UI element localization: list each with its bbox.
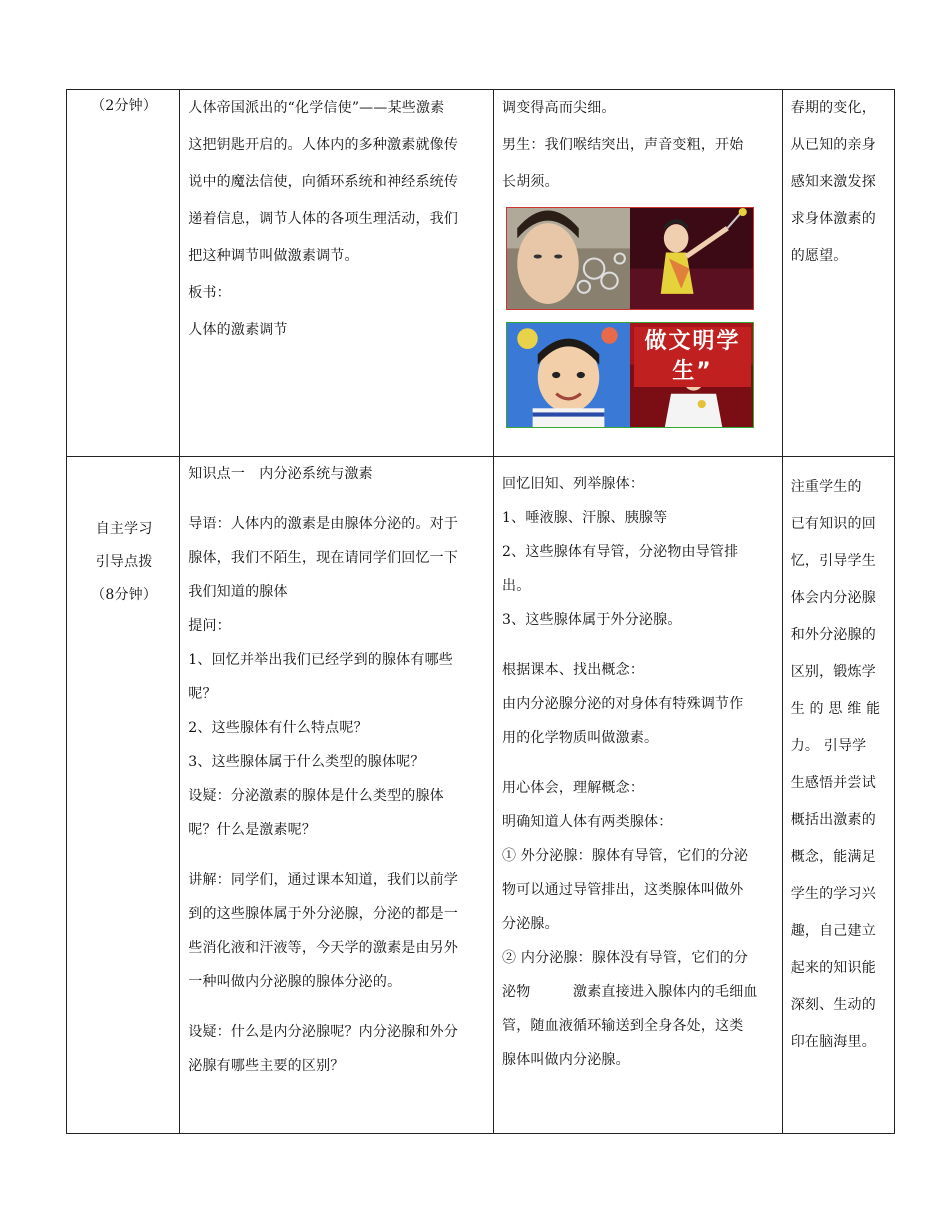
teacher-activity-cell xyxy=(180,90,494,457)
text-line: 概念，能满足 xyxy=(790,849,876,865)
text-line: 起来的知识能 xyxy=(790,960,876,976)
text-line: 深刻、生动的 xyxy=(790,997,876,1013)
text-line: 人体的激素调节 xyxy=(188,322,288,338)
text-line: 明确知道人体有两类腺体： xyxy=(502,814,673,830)
lesson-plan-table xyxy=(66,89,895,1134)
stage-time: （2分钟） xyxy=(91,98,158,114)
gymnast-photo xyxy=(630,208,753,309)
athlete-banner-photo xyxy=(630,323,753,427)
text-line: 管，随血液循环输送到全身各处，这类 xyxy=(502,1018,744,1034)
text-line: 印在脑海里。 xyxy=(790,1034,876,1050)
text-line: ② 内分泌腺：腺体没有导管，它们的分 xyxy=(502,950,749,966)
text-line: 出。 xyxy=(502,578,531,594)
text-line: 把这种调节叫做激素调节。 xyxy=(188,248,359,264)
text-line: 学生的学习兴 xyxy=(790,886,876,902)
text-line: 提问： xyxy=(188,618,231,634)
text-line: 调变得高而尖细。 xyxy=(502,100,616,116)
stage-cell xyxy=(67,90,180,457)
text-line: 从已知的亲身 xyxy=(790,137,876,153)
text-line: 板书： xyxy=(188,285,231,301)
text-line: 生 的 思 维 能 xyxy=(790,701,881,717)
table-row xyxy=(67,457,895,1134)
photo-strip-bottom xyxy=(506,322,754,428)
text-line: 讲解：同学们，通过课本知道，我们以前学 xyxy=(188,872,459,888)
text-line: 由内分泌腺分泌的对身体有特殊调节作 xyxy=(502,696,744,712)
text-line: 用心体会，理解概念： xyxy=(502,780,645,796)
text-line: 2、这些腺体有什么特点呢？ xyxy=(188,720,368,736)
text-line: 概括出激素的 xyxy=(790,812,876,828)
text-line: 3、这些腺体属于外分泌腺。 xyxy=(502,612,682,628)
text-line: 泌物 激素直接进入腺体内的毛细血 xyxy=(502,984,758,1000)
text-line: 设疑：分泌激素的腺体是什么类型的腺体 xyxy=(188,788,444,804)
text-line: 人体帝国派出的“化学信使”——某些激素 xyxy=(188,100,445,116)
banner-text: 做文明学生” xyxy=(634,327,751,387)
text-line: 长胡须。 xyxy=(502,174,559,190)
text-line: 1、唾液腺、汗腺、胰腺等 xyxy=(502,510,668,526)
table-row xyxy=(67,90,895,457)
stage-name: 自主学习 xyxy=(95,521,153,537)
text-line: 注重学生的 xyxy=(790,479,862,495)
text-line: 3、这些腺体属于什么类型的腺体呢？ xyxy=(188,754,425,770)
text-line: 感知来激发探 xyxy=(790,174,876,190)
boy-smiling-photo xyxy=(507,323,630,427)
text-line: 我们知道的腺体 xyxy=(188,584,288,600)
text-line: 导语：人体内的激素是由腺体分泌的。对于 xyxy=(188,516,459,532)
design-intent-cell xyxy=(782,90,894,457)
text-line: 男生：我们喉结突出，声音变粗，开始 xyxy=(502,137,744,153)
text-line: 的愿望。 xyxy=(790,248,848,264)
text-line: 趣，自己建立 xyxy=(790,923,876,939)
text-line: 一种叫做内分泌腺的腺体分泌的。 xyxy=(188,974,402,990)
stage-name: 引导点拨 xyxy=(95,554,153,570)
text-line: 到的这些腺体属于外分泌腺，分泌的都是一 xyxy=(188,906,459,922)
text-line: 生感悟并尝试 xyxy=(790,775,876,791)
text-line: 1、回忆并举出我们已经学到的腺体有哪些 xyxy=(188,652,453,668)
text-line: 呢？什么是激素呢？ xyxy=(188,822,317,838)
text-line: 区别，锻炼学 xyxy=(790,664,876,680)
text-line: 回忆旧知、列举腺体： xyxy=(502,476,645,492)
text-line: 根据课本、找出概念： xyxy=(502,662,645,678)
text-line: 求身体激素的 xyxy=(790,211,876,227)
teacher-activity-cell xyxy=(180,457,494,1134)
text-line: 春期的变化， xyxy=(790,100,876,116)
text-line: 2、这些腺体有导管，分泌物由导管排 xyxy=(502,544,739,560)
photo-strip-top xyxy=(506,207,754,310)
text-line: 已有知识的回 xyxy=(790,516,876,532)
girl-blowing-bubbles-photo xyxy=(507,208,630,309)
text-line: 泌腺有哪些主要的区别？ xyxy=(188,1058,345,1074)
text-line: 物可以通过导管排出，这类腺体叫做外 xyxy=(502,882,744,898)
text-line: 力。 引导学 xyxy=(790,738,867,754)
student-activity-cell xyxy=(494,457,783,1134)
text-line: 说中的魔法信使，向循环系统和神经系统传 xyxy=(188,174,459,190)
text-line: 腺体，我们不陌生，现在请同学们回忆一下 xyxy=(188,550,459,566)
text-line: ① 外分泌腺：腺体有导管，它们的分泌 xyxy=(502,848,749,864)
text-line: 体会内分泌腺 xyxy=(790,590,876,606)
text-line: 和外分泌腺的 xyxy=(790,627,876,643)
design-intent-cell xyxy=(782,457,894,1134)
stage-time: （8分钟） xyxy=(91,587,158,603)
section-heading: 知识点一 内分泌系统与激素 xyxy=(188,466,373,482)
stage-cell xyxy=(67,457,180,1134)
text-line: 腺体叫做内分泌腺。 xyxy=(502,1052,630,1068)
text-line: 用的化学物质叫做激素。 xyxy=(502,730,659,746)
text-line: 设疑：什么是内分泌腺呢？内分泌腺和外分 xyxy=(188,1024,459,1040)
text-line: 呢？ xyxy=(188,686,217,702)
student-activity-cell xyxy=(494,90,783,457)
text-line: 递着信息，调节人体的各项生理活动，我们 xyxy=(188,211,459,227)
text-line: 分泌腺。 xyxy=(502,916,559,932)
text-line: 些消化液和汗液等，今天学的激素是由另外 xyxy=(188,940,459,956)
text-line: 这把钥匙开启的。人体内的多种激素就像传 xyxy=(188,137,459,153)
text-line: 忆，引导学生 xyxy=(790,553,876,569)
